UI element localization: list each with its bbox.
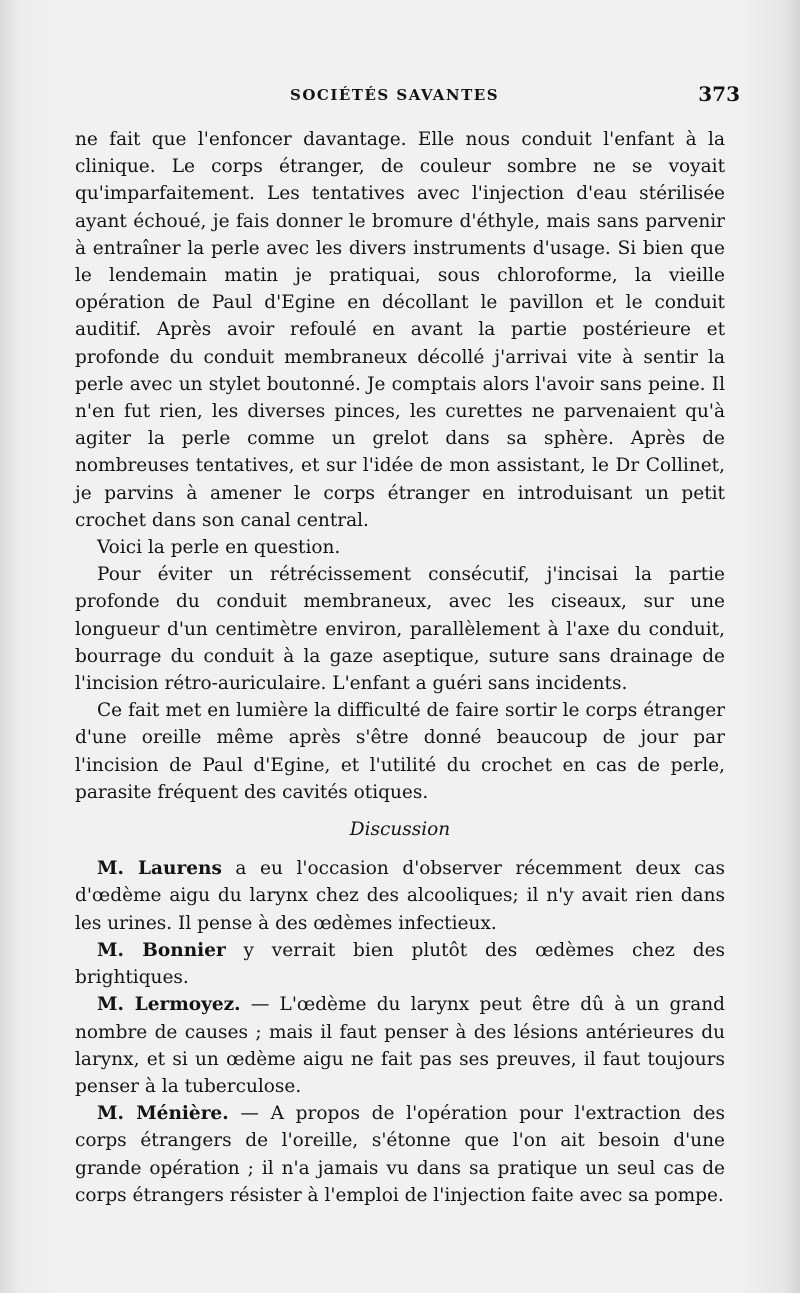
paragraph-continuation: ne fait que l'enfoncer davantage. Elle nous conduit l'enfant à la clinique. Le corps étranger, de couleur sombre ne se voyait qu'imparfaitement. Les tentatives avec l'injection d'eau stérilisée ayant échoué, je fais donner le bromure d'éthyle, mais sans parvenir à entraîner la perle avec les divers instruments d'usage. Si bien que le lendemain matin je pratiquai, sous chloroforme, la vieille opération de Paul d'Egine en décollant le pavillon et le conduit auditif. Après avoir refoulé en avant la partie postérieure et profonde du conduit membraneux décollé j'arrivai vite à sentir la perle avec un stylet boutonné. Je comptais alors l'avoir sans peine. Il n'en fut rien, les diverses pinces, les curettes ne parvenaient qu'à agiter la perle comme un grelot dans sa sphère. Après de nombreuses tentatives, et sur l'idée de mon assistant, le Dr Collinet, je parvins à amener le corps étranger en introduisant un petit crochet dans son canal central. [75, 129, 725, 531]
discussion-entry [75, 1100, 725, 1209]
page-header [60, 80, 740, 114]
paragraph: Voici la perle en question. [97, 537, 341, 559]
speaker-remark: — A propos de l'opération pour l'extraction des corps étrangers de l'oreille, s'étonne que l'on ait besoin d'une grande opération ; il n'a jamais vu dans sa pratique un seul cas de corps étrangers résister à l'emploi de l'injection faite avec sa pompe. [75, 1103, 725, 1206]
discussion-entry [75, 937, 725, 991]
speaker-name: M. Laurens [97, 858, 222, 880]
page-number: 373 [698, 82, 740, 106]
paragraph: Pour éviter un rétrécissement consécutif, j'incisai la partie profonde du conduit membraneux, avec les ciseaux, sur une longueur d'un centimètre environ, parallèlement à l'axe du conduit, bourrage du conduit à la gaze aseptique, suture sans drainage de l'incision rétro-auriculaire. L'enfant a guéri sans incidents. [75, 564, 725, 695]
speaker-remark: y verrait bien plutôt des œdèmes chez des brightiques. [75, 939, 726, 989]
page-body [75, 126, 725, 1209]
speaker-name: M. Ménière. [97, 1103, 229, 1125]
speaker-name: M. Lermoyez. [97, 994, 241, 1016]
speaker-remark: — L'œdème du larynx peut être dû à un grand nombre de causes ; mais il faut penser à des lésions antérieures du larynx, et si un œdème aigu ne fait pas ses preuves, il faut toujours penser à la tuberculose. [75, 994, 725, 1097]
section-heading: Discussion [349, 819, 451, 841]
speaker-name: M. Bonnier [97, 939, 226, 961]
discussion-entry [75, 855, 725, 937]
speaker-remark: a eu l'occasion d'observer récemment deux cas d'œdème aigu du larynx chez des alcooliques; il n'y avait rien dans les urines. Il pense à des œdèmes infectieux. [75, 858, 725, 934]
discussion-entry [75, 991, 725, 1100]
paragraph: Ce fait met en lumière la difficulté de faire sortir le corps étranger d'une oreille même après s'être donné beaucoup de jour par l'incision de Paul d'Egine, et l'utilité du crochet en cas de perle, parasite fréquent des cavités otiques. [75, 700, 725, 803]
running-title: SOCIÉTÉS SAVANTES [290, 86, 500, 104]
